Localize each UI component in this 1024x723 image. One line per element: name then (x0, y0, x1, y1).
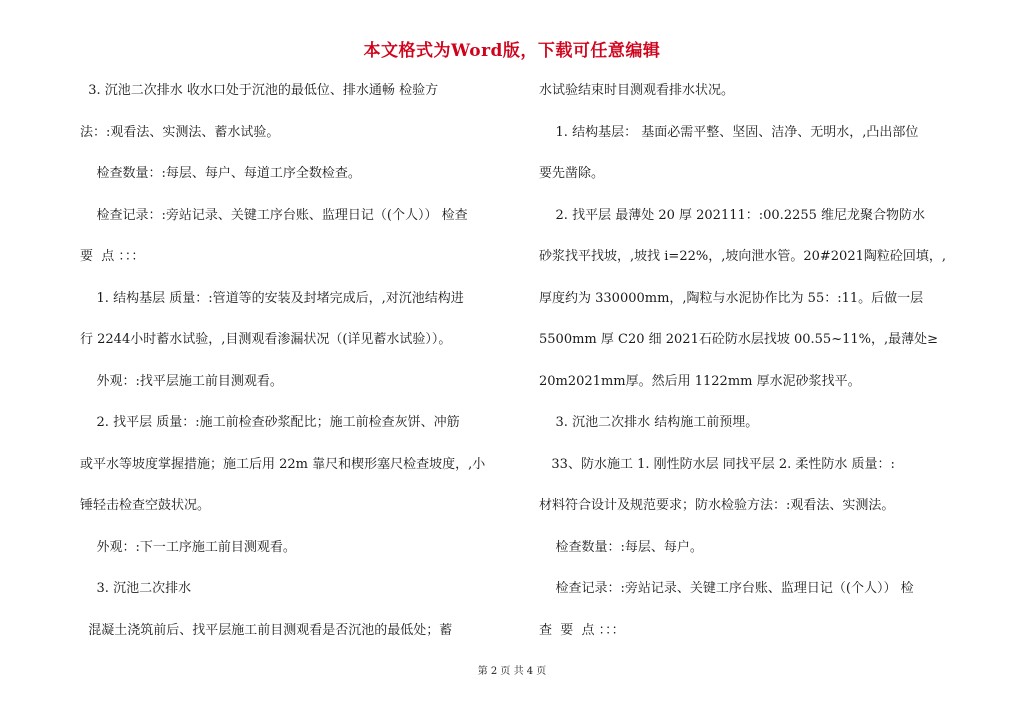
paragraph-line: 5500mm 厚 C20 细 2021石砼防水层找坡 00.55~11%，,最薄处≥ (539, 332, 939, 347)
paragraph-line: 材料符合设计及规范要求；防水检验方法：:观看法、实测法。 (539, 498, 895, 513)
paragraph-line: 要 点 ：：： (80, 249, 145, 264)
page-footer: 第 2 页 共 4 页 (477, 666, 547, 677)
paragraph-line: 检查数量：:每层、每户、每道工序全数检查。 (80, 166, 361, 181)
paragraph-line: 检查记录：:旁站记录、关键工序台账、监理日记（(个人）） 检 (539, 581, 914, 596)
paragraph-line: 20m2021mm厚。然后用 1122mm 厚水泥砂浆找平。 (539, 373, 861, 389)
paragraph-line: 外观：:下一工序施工前目测观看。 (80, 539, 296, 555)
paragraph-line: 3. 沉池二次排水 结构施工前预埋。 (539, 415, 759, 430)
paragraph-line: 或平水等坡度掌握措施；施工后用 22m 靠尺和楔形塞尺检查坡度，,小 (80, 456, 486, 472)
paragraph-line: 行 2244小时蓄水试验，,目测观看渗漏状况（(详见蓄水试验））。 (80, 332, 452, 347)
paragraph-line: 混凝土浇筑前后、找平层施工前目测观看是否沉池的最低处；蓄 (80, 622, 453, 638)
paragraph-line: 2. 找平层 最薄处 20 厚 202111：:00.2255 维尼龙聚合物防水 (539, 207, 926, 223)
paragraph-line: 检查记录：:旁站记录、关键工序台账、监理日记（(个人）） 检查 (80, 207, 468, 223)
paragraph-line: 外观：:找平层施工前目测观看。 (80, 373, 283, 389)
paragraph-line: 查 要 点 ：：： (539, 622, 625, 638)
paragraph-line: 2. 找平层 质量：:施工前检查砂浆配比；施工前检查灰饼、冲筋 (80, 415, 460, 430)
paragraph-line: 检查数量：:每层、每户。 (539, 539, 703, 555)
paragraph-line: 砂浆找平找坡，,坡找 i=22%，,坡向泄水管。20#2021陶粒砼回填，, (539, 249, 946, 264)
paragraph-line: 1. 结构基层： 基面必需平整、坚固、洁净、无明水，,凸出部位 (539, 124, 919, 140)
paragraph-line: 1. 结构基层 质量：:管道等的安装及封堵完成后，,对沉池结构进 (80, 290, 464, 306)
paragraph-line: 锤轻击检查空鼓状况。 (80, 498, 211, 513)
paragraph-line: 3. 沉池二次排水 (80, 581, 192, 596)
document-banner: 本文格式为Word版，下载可任意编辑 (363, 41, 661, 61)
paragraph-line: 33、防水施工 1. 刚性防水层 同找平层 2. 柔性防水 质量：: (539, 456, 895, 472)
paragraph-line: 要先凿除。 (539, 166, 605, 181)
paragraph-line: 3. 沉池二次排水 收水口处于沉池的最低位、排水通畅 检验方 (80, 83, 439, 98)
paragraph-line: 厚度约为 330000mm，,陶粒与水泥协作比为 55：:11。后做一层 (539, 290, 924, 306)
paragraph-line: 法：:观看法、实测法、蓄水试验。 (80, 124, 280, 140)
paragraph-line: 水试验结束时目测观看排水状况。 (539, 83, 735, 98)
